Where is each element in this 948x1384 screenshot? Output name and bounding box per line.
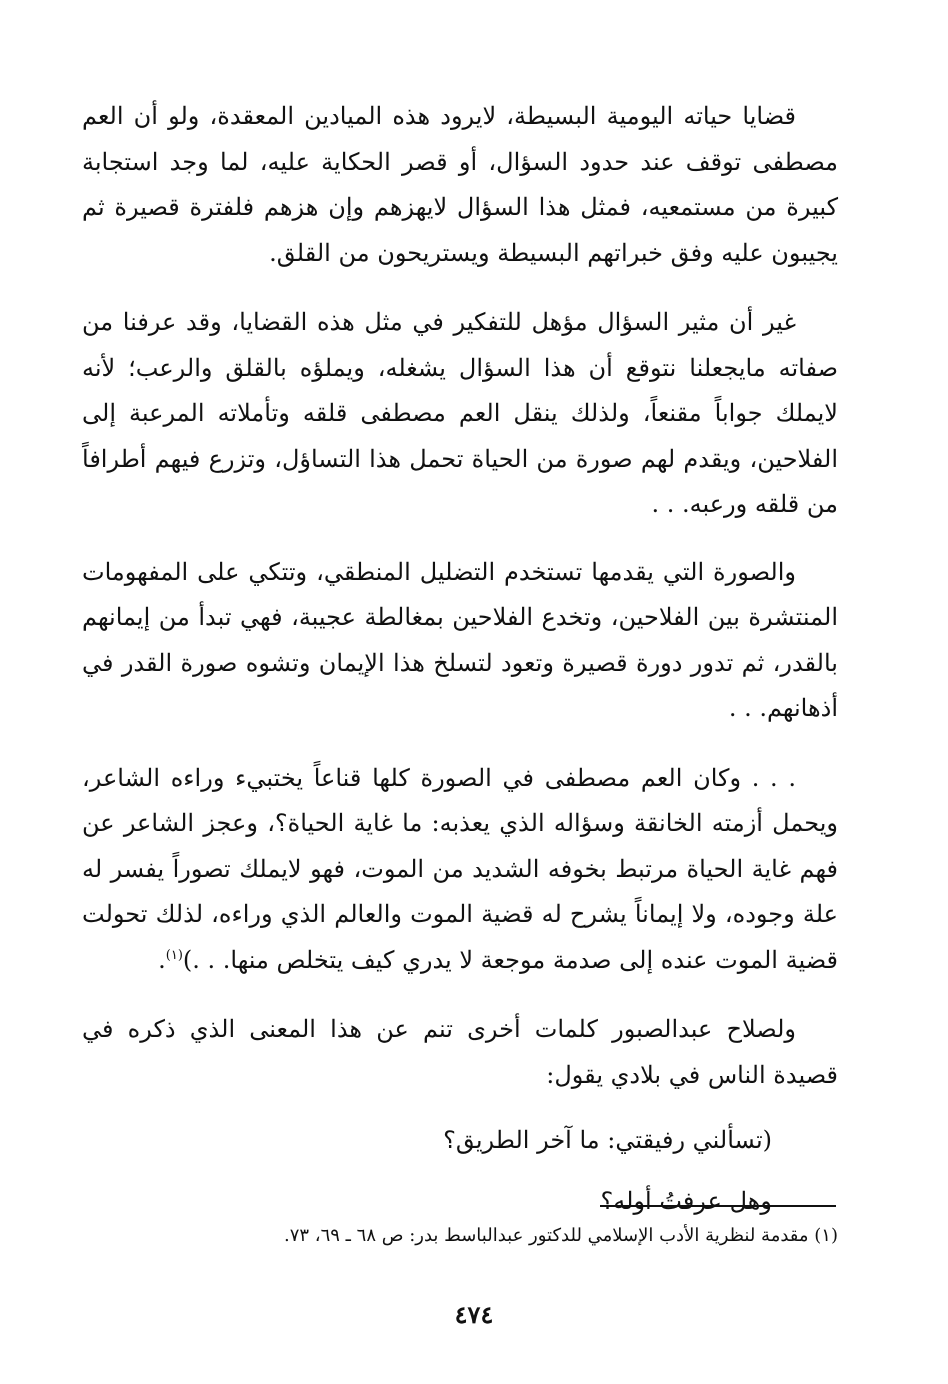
paragraph-4-text: . . . وكان العم مصطفى في الصورة كلها قناعاً يختبيء وراءه الشاعر، ويحمل أزمته الخانقة وسؤاله الذي يعذبه: ما غاية الحياة؟، وعجز الشاعر عن فهم غاية الحياة مرتبط بخوفه الشديد من الموت، فهو لايملك تصوراً يفسر له علة وجوده، ولا إيماناً يشرح له قضية الموت والعالم الذي وراءه، لذلك تحولت قضية الموت عنده إلى صدمة موجعة لا يدري كيف يتخلص منها. . .) xyxy=(82,763,838,974)
page-number: ٤٧٤ xyxy=(454,1300,494,1329)
paragraph-5: ولصلاح عبدالصبور كلمات أخرى تنم عن هذا المعنى الذي ذكره في قصيدة الناس في بلادي يقول: xyxy=(82,1015,838,1089)
paragraph-4: . . . وكان العم مصطفى في الصورة كلها قناعاً يختبيء وراءه الشاعر، ويحمل أزمته الخانقة وسؤاله الذي يعذبه: ما غاية الحياة؟، وعجز الشاعر عن فهم غاية الحياة مرتبط بخوفه الشديد من الموت، فهو لايملك تصوراً يفسر له علة وجوده، ولا إيماناً يشرح له قضية الموت والعالم الذي وراءه، لذلك تحولت قضية الموت عنده إلى صدمة موجعة لا يدري كيف يتخلص منها. . .)$^{(١)}$. xyxy=(82,763,838,974)
paragraph-1: قضايا حياته اليومية البسيطة، لايرود هذه الميادين المعقدة، ولو أن العم مصطفى توقف عند حدود السؤال، أو قصر الحكاية عليه، لما وجد استجابة كبيرة من مستمعيه، فمثل هذا السؤال لايهزهم وإن هزهم فلفترة قصيرة ثم يجيبون عليه وفق خبراتهم البسيطة ويستريحون من القلق. xyxy=(82,102,838,267)
footnote-reference: (١) xyxy=(165,947,183,963)
paragraph-2: غير أن مثير السؤال مؤهل للتفكير في مثل هذه القضايا، وقد عرفنا من صفاته مايجعلنا نتوقع أن هذا السؤال يشغله، ويملؤه بالقلق والرعب؛ لأنه لايملك جواباً مقنعاً، ولذلك ينقل العم مصطفى قلقه وتأملاته المرعبة إلى الفلاحين، ويقدم لهم صورة من الحياة تحمل هذا التساؤل، وتزرع فيهم أطرافاً من قلقه ورعبه. . . xyxy=(82,308,838,518)
main-text xyxy=(82,94,838,1224)
verse-line-1: (تسألني رفيقتي: ما آخر الطريق؟ xyxy=(443,1126,772,1154)
footnote-separator xyxy=(600,1205,836,1207)
footnote: (١) مقدمة لنظرية الأدب الإسلامي للدكتور عبدالباسط بدر: ص ٦٨ ـ ٦٩، ٧٣. xyxy=(283,1225,838,1246)
paragraph-3: والصورة التي يقدمها تستخدم التضليل المنطقي، وتتكي على المفهومات المنتشرة بين الفلاحين، وتخدع الفلاحين بمغالطة عجيبة، فهي تبدأ من إيمانهم بالقدر، ثم تدور دورة قصيرة وتعود لتسلخ هذا الإيمان وتشوه صورة القدر في أذهانهم. . . xyxy=(82,557,838,722)
verse-line-2: وهل عرفتُ أوله؟ xyxy=(600,1187,772,1215)
